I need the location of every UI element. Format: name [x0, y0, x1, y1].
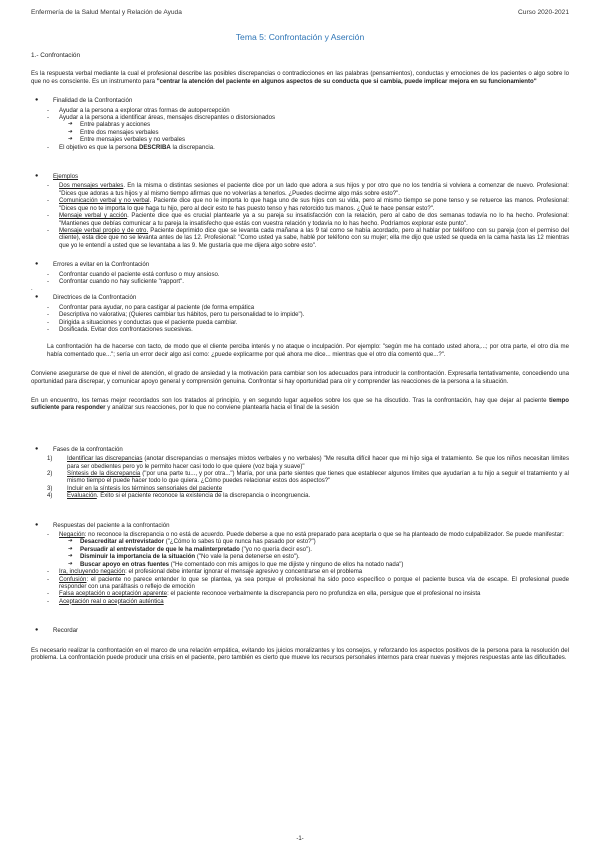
header-course-year: Curso 2020-2021 — [518, 9, 569, 16]
list-item: - Mensaje verbal y acción. Paciente dice que es crucial plantearle ya a su pareja su insatisfacción con la relación, pero al cabo de dos semanas todavía no lo ha hecho. Profesional: "Mantienes que debías comunicar a tu pareja la insatisfecho que estás con vuestra relación y todavía no lo has hecho. Podríamos explorar este punto". — [47, 212, 569, 227]
arrow-item: ➔ Entre mensajes verbales y no verbales — [68, 136, 569, 143]
document-body — [31, 52, 569, 673]
list-item: - Aceptación real o aceptación auténtica — [47, 598, 569, 605]
fases-heading: ● Fases de la confrontación — [31, 446, 569, 453]
list-item: - Dirigida a situaciones y conductas que el paciente pueda cambiar. — [47, 319, 569, 326]
intro-emphasis: "centrar la atención del paciente en algunos aspectos de su conducta que si cambia, puede implicar mejora en su funcionamiento" — [156, 77, 537, 85]
directrices-paragraph: Conviene asegurarse de que el nivel de atención, el grado de ansiedad y la motivación para cambiar son los adecuados para introducir la confrontación. Expresarla tentativamente, concediendo una oportunidad para discrepar, y comunicar apoyo general y comprensión genuina. Confrontar si hay oportunidad para oír y comprender las reacciones de la persona a la situación. — [31, 370, 569, 385]
header-course-name: Enfermería de la Salud Mental y Relación de Ayuda — [31, 9, 182, 16]
ejemplos-heading: ● Ejemplos — [31, 173, 569, 180]
list-item: - Falsa aceptación o aceptación aparente: el paciente reconoce verbalmente la discrepancia pero no profundiza en ella, persigue que el profesional no insista — [47, 590, 569, 597]
page-title: Tema 5: Confrontación y Aserción — [235, 32, 365, 42]
respuestas-list — [47, 531, 569, 538]
finalidad-list-end — [47, 144, 569, 151]
list-item: - Descriptiva no valorativa; (Quieres cambiar tus hábitos, pero tu personalidad te lo impide"). — [47, 311, 569, 318]
list-item: - Dosificada. Evitar dos confrontaciones sucesivas. — [47, 326, 569, 333]
arrow-item: ➔ Persuadir al entrevistador de que le ha malinterpretado ("yo no quería decir eso"). — [68, 546, 569, 553]
list-item: - Mensaje verbal propio y de otro. Paciente deprimido dice que se levanta cada mañana a las 9 tal como se había acordado, pero al hablar por teléfono con su pareja (con el permiso del cliente), esta dice que no se levanta antes de las 12. Profesional: "Como usted ya sabe, hablé por teléfono con su mujer; ella me dijo que usted se queda en la cama hasta las 12 mientras que yo le entendí a usted que se levantaba a las 9. Me gustaría que me dijera algo sobre esto". — [47, 227, 569, 249]
intro-paragraph: Es la respuesta verbal mediante la cual el profesional describe las posibles discrepancias o contradicciones en las palabras (pensamientos), conductas y emociones de los pacientes o algo sobre lo que no es consciente. Es un instrumento para "centrar la atención del paciente en algunos aspectos de su conducta que si cambia, puede implicar mejora en su funcionamiento" — [31, 70, 569, 85]
list-item: 4) Evaluación. Éxito si el paciente reconoce la existencia de la discrepancia o incongruencia. — [47, 492, 311, 500]
directrices-paragraph: La confrontación ha de hacerse con tacto, de modo que el cliente perciba interés y no ataque o inculpación. Por ejemplo: "según me ha contado usted ahora,...; por otra parte, el otro día me había comentado que..."; sería un error decir algo así como: ¿puede explicarme por qué ahora me dice... mientras que el otro día comentó que...?". — [47, 343, 569, 358]
directrices-list — [47, 304, 569, 334]
list-item: - Ira, incluyendo negación: el profesional debe intentar ignorar el mensaje agresivo y concentrarse en el problema — [47, 568, 569, 575]
list-item: - Confrontar para ayudar, no para castigar al paciente (de forma empática — [47, 304, 569, 311]
directrices-paragraph: En un encuentro, los temas mejor recordados son los tratados al principio, y en segundo lugar aquellos sobre los que se ha discutido. Tras la confrontación, hay que dejar al paciente tiempo suficiente para responder y analizar sus reacciones, por lo que no conviene plantearla hacia el final de la sesión — [31, 397, 569, 412]
list-item: - El objetivo es que la persona DESCRIBA la discrepancia. — [47, 144, 569, 151]
stray-dot: . — [31, 286, 33, 293]
list-item: - Ayudar a la persona a explorar otras formas de autopercepción — [47, 107, 569, 114]
finalidad-heading: ● Finalidad de la Confrontación — [31, 97, 569, 104]
list-item: - Confrontar cuando el paciente está confuso o muy ansioso. — [47, 271, 569, 278]
respuestas-heading: ● Respuestas del paciente a la confrontación — [31, 522, 569, 529]
list-item: - Dos mensajes verbales. En la misma o distintas sesiones el paciente dice por un lado que adora a sus hijos y por otro que no los tendría si volviera a comenzar de nuevo. Profesional: "Dices que adoras a tus hijos y al mismo tiempo afirmas que no volverías a tenerlos. ¿Puedes decirme algo más sobre esto?". — [47, 182, 569, 197]
page-number: -1- — [296, 836, 304, 842]
errores-list — [47, 271, 569, 286]
negacion-forms-list — [68, 538, 569, 568]
finalidad-list — [47, 107, 569, 122]
list-item: - Comunicación verbal y no verbal. Paciente dice que no le importa lo que haga uno de sus hijos con su vida, pero al mismo tiempo se pone tenso y se retuerce las manos. Profesional: "Dices que no te importa lo que haga tu hijo, pero al decir esto te has puesto tenso y has retorcido tus manos. ¿Qué te hace pensar esto?". — [47, 197, 569, 212]
recordar-heading: ● Recordar — [31, 627, 569, 634]
arrow-item: ➔ Desacreditar al entrevistador ("¿Cómo lo sabes tú que nunca has pasado por esto?") — [68, 538, 569, 545]
errores-heading: ● Errores a evitar en la Confrontación — [31, 261, 569, 268]
list-item: - Negación: no reconoce la discrepancia o no está de acuerdo. Puede deberse a que no está preparado para aceptarla o que se ha planteado de modo culpabilizador. Se puede manifestar: — [47, 531, 569, 538]
list-item: - Ayudar a la persona a identificar áreas, mensajes discrepantes o distorsionados — [47, 114, 569, 121]
fases-list — [47, 455, 569, 499]
list-item: 2) Síntesis de la discrepancia ("por una parte tu..., y por otra...") María, por una parte sientes que tienes que establecer algunos límites que ayudarían a tu hijo a seguir el tratamiento y al mismo tiempo el puede hacer todo lo que quiera. ¿Cómo puedes relacionar estos dos aspectos?" — [47, 470, 569, 485]
directrices-heading: ● Directrices de la Confrontación — [31, 294, 569, 301]
arrow-item: ➔ Buscar apoyo en otras fuentes ("He comentado con mis amigos lo que me dijiste y ninguno de ellos ha notado nada") — [68, 561, 569, 568]
discrepancy-type-list — [68, 121, 569, 143]
list-item: - Confusión: el paciente no parece entender lo que se plantea, ya sea porque el profesional ha sido poco específico o porque el paciente busca vía de escape. El profesional puede responder con una paráfrasis o reflejo de emoción — [47, 576, 569, 591]
respuestas-list-cont — [47, 568, 569, 605]
ejemplos-list — [47, 182, 569, 249]
arrow-item: ➔ Entre dos mensajes verbales — [68, 129, 569, 136]
recordar-paragraph: Es necesario realizar la confrontación en el marco de una relación empática, evitando los juicios moralizantes y los consejos, y reforzando los aspectos positivos de la persona para la resolución del problema. La confrontación puede producir una crisis en el paciente, pero también es cierto que mueve los recursos personales internos para crear nuevas y mejores respuestas ante las dificultades. — [31, 646, 569, 661]
arrow-item: ➔ Entre palabras y acciones — [68, 121, 569, 128]
section-heading: 1.- Confrontación — [31, 52, 81, 59]
list-item: 3) Incluir en la síntesis los términos sensoriales del paciente — [47, 484, 223, 492]
list-item: - Confrontar cuando no hay suficiente "rapport". — [47, 278, 569, 285]
arrow-item: ➔ Disminuir la importancia de la situación ("No vale la pena detenerse en esto"). — [68, 553, 569, 560]
list-item: 1) Identificar las discrepancias (anotar discrepancias o mensajes mixtos verbales y no verbales) "Me resulta difícil hacer que mi hijo siga el tratamiento. Se que los niños necesitan límites para ser obedientes pero yo le permito hacer casi todo lo que quiere (voz baja y suave)" — [47, 455, 569, 470]
